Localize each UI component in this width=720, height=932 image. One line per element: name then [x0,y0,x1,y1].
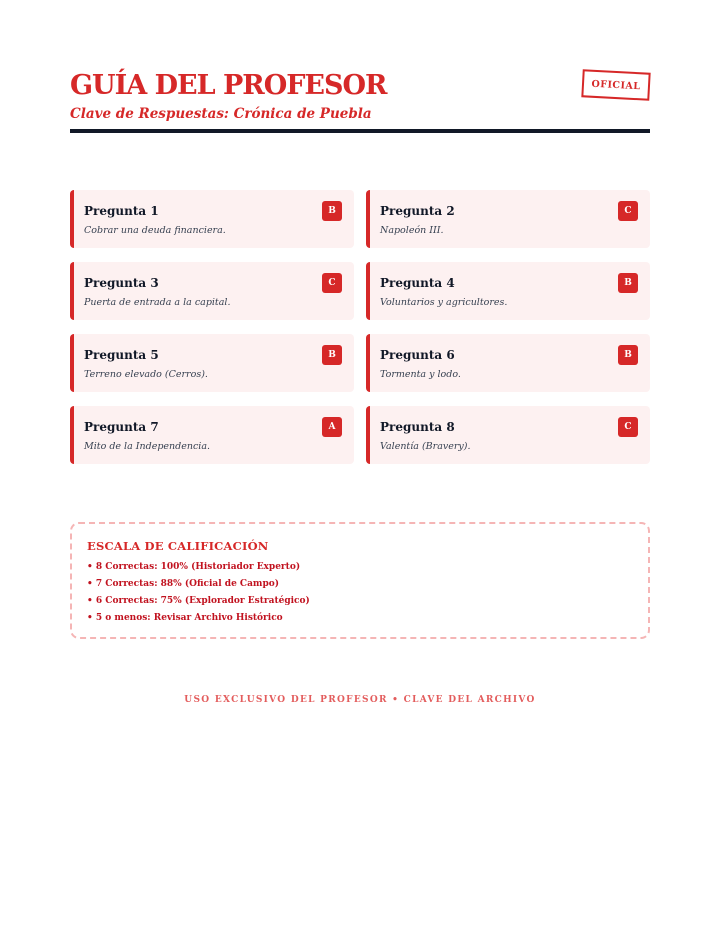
question-card-8 [366,406,650,464]
grading-scale-item: • 7 Correctas: 88% (Oficial de Campo) [87,579,280,589]
question-label: Pregunta 3 [84,276,159,290]
header-divider [70,129,650,133]
footer-note: USO EXCLUSIVO DEL PROFESOR • CLAVE DEL ARCHIVO [184,695,536,705]
page-title: GUÍA DEL PROFESOR [70,70,387,101]
answer-badge: B [618,345,638,365]
answer-badge: C [618,417,638,437]
question-card-5 [70,334,354,392]
grading-scale-item: • 8 Correctas: 100% (Historiador Experto) [87,562,301,572]
question-label: Pregunta 6 [380,348,455,362]
grading-scale-item: • 5 o menos: Revisar Archivo Histórico [87,613,283,623]
question-label: Pregunta 1 [84,204,159,218]
header [70,0,650,128]
question-card-6 [366,334,650,392]
question-label: Pregunta 8 [380,420,455,434]
question-label: Pregunta 4 [380,276,455,290]
grading-scale-title: ESCALA DE CALIFICACIÓN [87,539,269,553]
answer-description: Cobrar una deuda financiera. [84,225,226,236]
answer-description: Terreno elevado (Cerros). [84,369,208,380]
grading-scale-item: • 6 Correctas: 75% (Explorador Estratégico) [87,596,310,606]
question-card-1 [70,190,354,248]
question-label: Pregunta 2 [380,204,455,218]
answer-description: Napoleón III. [380,225,444,236]
answer-description: Mito de la Independencia. [84,441,211,452]
question-card-4 [366,262,650,320]
question-label: Pregunta 5 [84,348,159,362]
answer-badge: C [618,201,638,221]
official-stamp: OFICIAL [581,69,650,101]
answer-key-page [70,0,650,705]
question-card-2 [366,190,650,248]
page-subtitle: Clave de Respuestas: Crónica de Puebla [70,106,372,122]
answer-description: Voluntarios y agricultores. [380,297,508,308]
answer-badge: B [322,345,342,365]
answer-badge: A [322,417,342,437]
question-label: Pregunta 7 [84,420,159,434]
answer-grid [70,190,650,464]
question-card-7 [70,406,354,464]
answer-description: Tormenta y lodo. [380,369,461,380]
question-card-3 [70,262,354,320]
answer-badge: B [322,201,342,221]
answer-description: Puerta de entrada a la capital. [84,297,231,308]
grading-scale-box [70,522,650,639]
answer-badge: C [322,273,342,293]
answer-badge: B [618,273,638,293]
answer-description: Valentía (Bravery). [380,441,471,452]
